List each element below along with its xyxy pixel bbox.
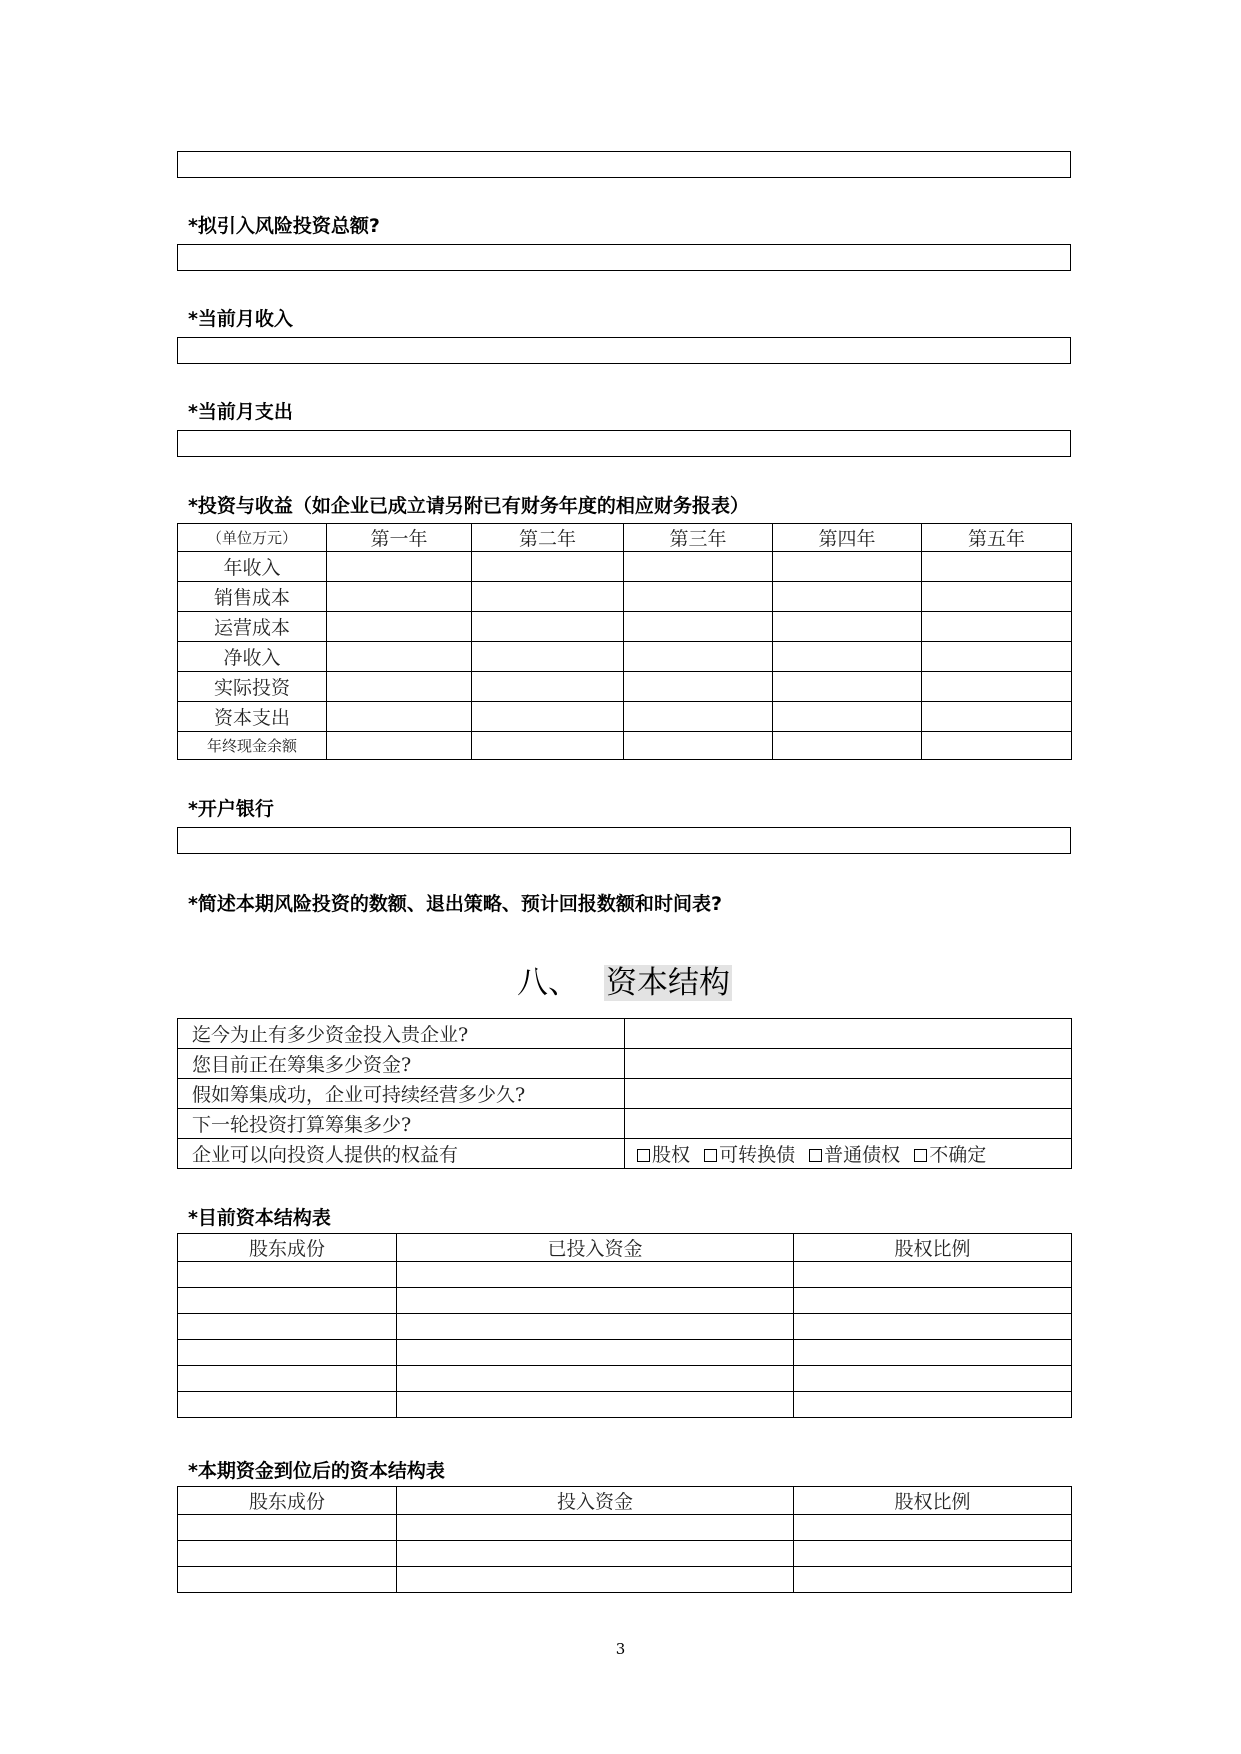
finance-cell[interactable] [922, 552, 1072, 582]
table-cell[interactable] [178, 1366, 397, 1392]
year-header: 第四年 [773, 524, 922, 552]
table-cell[interactable] [794, 1567, 1072, 1593]
checkbox-icon[interactable] [809, 1149, 822, 1162]
capital-questions-table [177, 1018, 1072, 1169]
answer-cell[interactable] [625, 1109, 1072, 1139]
question-label: 企业可以向投资人提供的权益有 [178, 1139, 625, 1169]
finance-cell[interactable] [327, 672, 472, 702]
finance-cell[interactable] [327, 612, 472, 642]
finance-cell[interactable] [922, 732, 1072, 760]
finance-cell[interactable] [624, 732, 773, 760]
investment-return-label: *投资与收益（如企业已成立请另附已有财务年度的相应财务报表） [188, 495, 749, 517]
answer-cell[interactable] [625, 1079, 1072, 1109]
option-undetermined[interactable] [914, 1144, 986, 1166]
column-header: 股权比例 [794, 1487, 1072, 1515]
question-label: 迄今为止有多少资金投入贵企业? [178, 1019, 625, 1049]
finance-cell[interactable] [472, 612, 624, 642]
finance-cell[interactable] [327, 702, 472, 732]
column-header: 已投入资金 [397, 1234, 794, 1262]
table-cell[interactable] [397, 1541, 794, 1567]
finance-row-label: 净收入 [178, 642, 327, 672]
question-label: 假如筹集成功，企业可持续经营多少久? [178, 1079, 625, 1109]
finance-cell[interactable] [327, 582, 472, 612]
section-title-text: 资本结构 [606, 965, 730, 1001]
finance-cell[interactable] [327, 732, 472, 760]
finance-cell[interactable] [472, 672, 624, 702]
after-structure-label: *本期资金到位后的资本结构表 [188, 1460, 445, 1482]
table-cell[interactable] [794, 1392, 1072, 1418]
table-cell[interactable] [794, 1262, 1072, 1288]
finance-cell[interactable] [773, 612, 922, 642]
question-label: 下一轮投资打算筹集多少? [178, 1109, 625, 1139]
finance-row-label: 资本支出 [178, 702, 327, 732]
page-number: 3 [615, 1640, 626, 1658]
finance-row-label: 运营成本 [178, 612, 327, 642]
column-header: 股东成份 [178, 1234, 397, 1262]
finance-cell[interactable] [922, 612, 1072, 642]
table-cell[interactable] [794, 1288, 1072, 1314]
column-header: 投入资金 [397, 1487, 794, 1515]
venture-summary-label: *简述本期风险投资的数额、退出策略、预计回报数额和时间表? [188, 893, 722, 915]
option-label: 普通债权 [824, 1144, 901, 1166]
column-header: 股东成份 [178, 1487, 397, 1515]
table-cell[interactable] [397, 1366, 794, 1392]
table-cell[interactable] [397, 1567, 794, 1593]
table-cell[interactable] [178, 1515, 397, 1541]
finance-cell[interactable] [922, 702, 1072, 732]
finance-cell[interactable] [773, 582, 922, 612]
monthly-income-field[interactable] [177, 337, 1071, 364]
table-cell[interactable] [178, 1314, 397, 1340]
checkbox-icon[interactable] [637, 1149, 650, 1162]
finance-cell[interactable] [624, 672, 773, 702]
answer-box-top[interactable] [177, 151, 1071, 178]
option-equity[interactable] [637, 1144, 690, 1166]
table-cell[interactable] [397, 1340, 794, 1366]
venture-total-field[interactable] [177, 244, 1071, 271]
answer-cell[interactable] [625, 1049, 1072, 1079]
option-convertible-debt[interactable] [704, 1144, 795, 1166]
finance-cell[interactable] [472, 732, 624, 760]
finance-cell[interactable] [624, 702, 773, 732]
finance-row-label: 销售成本 [178, 582, 327, 612]
option-ordinary-debt[interactable] [809, 1144, 900, 1166]
finance-table [177, 523, 1072, 760]
finance-cell[interactable] [773, 552, 922, 582]
finance-cell[interactable] [624, 582, 773, 612]
finance-cell[interactable] [472, 552, 624, 582]
table-cell[interactable] [794, 1366, 1072, 1392]
table-cell[interactable] [178, 1288, 397, 1314]
finance-cell[interactable] [472, 702, 624, 732]
table-cell[interactable] [397, 1262, 794, 1288]
finance-cell[interactable] [327, 642, 472, 672]
finance-cell[interactable] [922, 642, 1072, 672]
bank-field[interactable] [177, 827, 1071, 854]
year-header: 第五年 [922, 524, 1072, 552]
question-label: 您目前正在筹集多少资金? [178, 1049, 625, 1079]
table-cell[interactable] [794, 1314, 1072, 1340]
section-number: 八、 [517, 965, 579, 1001]
finance-cell[interactable] [624, 612, 773, 642]
table-cell[interactable] [794, 1515, 1072, 1541]
table-cell[interactable] [397, 1288, 794, 1314]
year-header: 第一年 [327, 524, 472, 552]
finance-cell[interactable] [773, 702, 922, 732]
year-header: 第三年 [624, 524, 773, 552]
finance-row-label: 年终现金余额 [178, 732, 327, 760]
current-structure-label: *目前资本结构表 [188, 1207, 331, 1229]
table-cell[interactable] [397, 1515, 794, 1541]
option-label: 股权 [652, 1144, 691, 1166]
finance-cell[interactable] [624, 642, 773, 672]
table-cell[interactable] [178, 1567, 397, 1593]
finance-corner-header: （单位万元） [178, 524, 327, 552]
option-label: 可转换债 [719, 1144, 796, 1166]
monthly-expense-field[interactable] [177, 430, 1071, 457]
table-cell[interactable] [178, 1541, 397, 1567]
table-cell[interactable] [397, 1392, 794, 1418]
table-cell[interactable] [397, 1314, 794, 1340]
after-structure-table [177, 1486, 1072, 1593]
section-title [604, 962, 732, 1004]
finance-row-label: 年收入 [178, 552, 327, 582]
finance-cell[interactable] [327, 552, 472, 582]
finance-cell[interactable] [922, 582, 1072, 612]
answer-cell[interactable] [625, 1019, 1072, 1049]
checkbox-icon[interactable] [704, 1149, 717, 1162]
finance-cell[interactable] [624, 552, 773, 582]
checkbox-icon[interactable] [914, 1149, 927, 1162]
table-cell[interactable] [178, 1262, 397, 1288]
finance-cell[interactable] [472, 642, 624, 672]
table-cell[interactable] [178, 1392, 397, 1418]
bank-label: *开户银行 [188, 798, 274, 820]
finance-cell[interactable] [472, 582, 624, 612]
finance-cell[interactable] [773, 642, 922, 672]
year-header: 第二年 [472, 524, 624, 552]
finance-cell[interactable] [922, 672, 1072, 702]
table-cell[interactable] [794, 1340, 1072, 1366]
equity-options [625, 1139, 1072, 1169]
monthly-income-label: *当前月收入 [188, 308, 293, 330]
finance-cell[interactable] [773, 732, 922, 760]
monthly-expense-label: *当前月支出 [188, 401, 293, 423]
option-label: 不确定 [929, 1144, 987, 1166]
table-cell[interactable] [178, 1340, 397, 1366]
venture-total-label: *拟引入风险投资总额? [188, 215, 380, 237]
current-structure-table [177, 1233, 1072, 1418]
finance-cell[interactable] [773, 672, 922, 702]
column-header: 股权比例 [794, 1234, 1072, 1262]
table-cell[interactable] [794, 1541, 1072, 1567]
finance-row-label: 实际投资 [178, 672, 327, 702]
